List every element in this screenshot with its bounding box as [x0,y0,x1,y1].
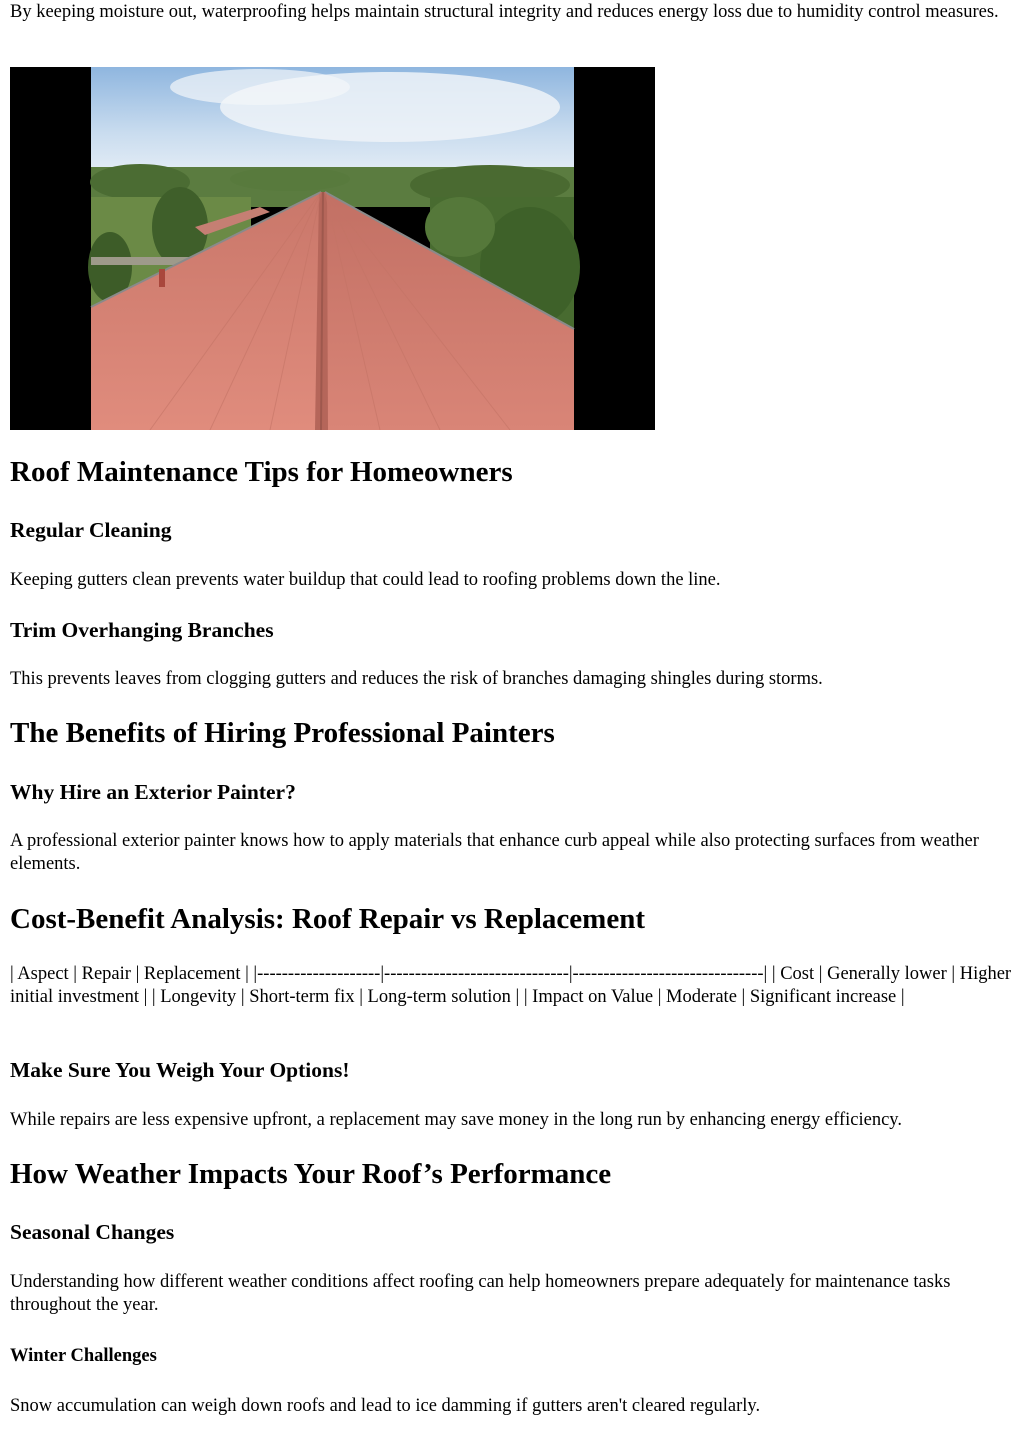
heading-regular-cleaning: Regular Cleaning [10,518,172,542]
paragraph-weigh-options: While repairs are less expensive upfront, a replacement may save money in the long run by enhancing energy efficiency. [10,1110,902,1130]
intro-paragraph: By keeping moisture out, waterproofing helps maintain structural integrity and reduces energy loss due to humidity control measures. [10,2,999,22]
paragraph-seasonal-changes: Understanding how different weather conditions affect roofing can help homeowners prepare adequately for maintenance tasks throughout the year. [10,1272,951,1315]
heading-why-hire: Why Hire an Exterior Painter? [10,780,296,804]
roof-photo-icon [10,67,655,430]
heading-seasonal-changes: Seasonal Changes [10,1220,175,1244]
heading-weather: How Weather Impacts Your Roof’s Performance [10,1158,612,1190]
paragraph-why-hire: A professional exterior painter knows how to apply materials that enhance curb appeal while also protecting surfaces from weather elements. [10,831,979,874]
heading-trim-branches: Trim Overhanging Branches [10,618,274,642]
heading-cost-benefit: Cost-Benefit Analysis: Roof Repair vs Replacement [10,903,645,935]
paragraph-trim-branches: This prevents leaves from clogging gutters and reduces the risk of branches damaging shingles during storms. [10,669,823,689]
paragraph-regular-cleaning: Keeping gutters clean prevents water buildup that could lead to roofing problems down the line. [10,570,721,590]
heading-winter-challenges: Winter Challenges [10,1346,157,1366]
paragraph-winter-challenges: Snow accumulation can weigh down roofs and lead to ice damming if gutters aren't cleared regularly. [10,1396,761,1416]
heading-roof-maintenance: Roof Maintenance Tips for Homeowners [10,456,513,488]
roof-photo [10,67,655,430]
heading-weigh-options: Make Sure You Weigh Your Options! [10,1058,350,1082]
comparison-table-text: | Aspect | Repair | Replacement | |--------------------|------------------------------|-------------------------------| | Cost | Generally lower | Higher initial investment | | Longevity | Short-term fix | Long-term solution | | Impact on Value | Moderate | Significant increase | [10,964,1012,1007]
heading-painters: The Benefits of Hiring Professional Painters [10,717,555,749]
